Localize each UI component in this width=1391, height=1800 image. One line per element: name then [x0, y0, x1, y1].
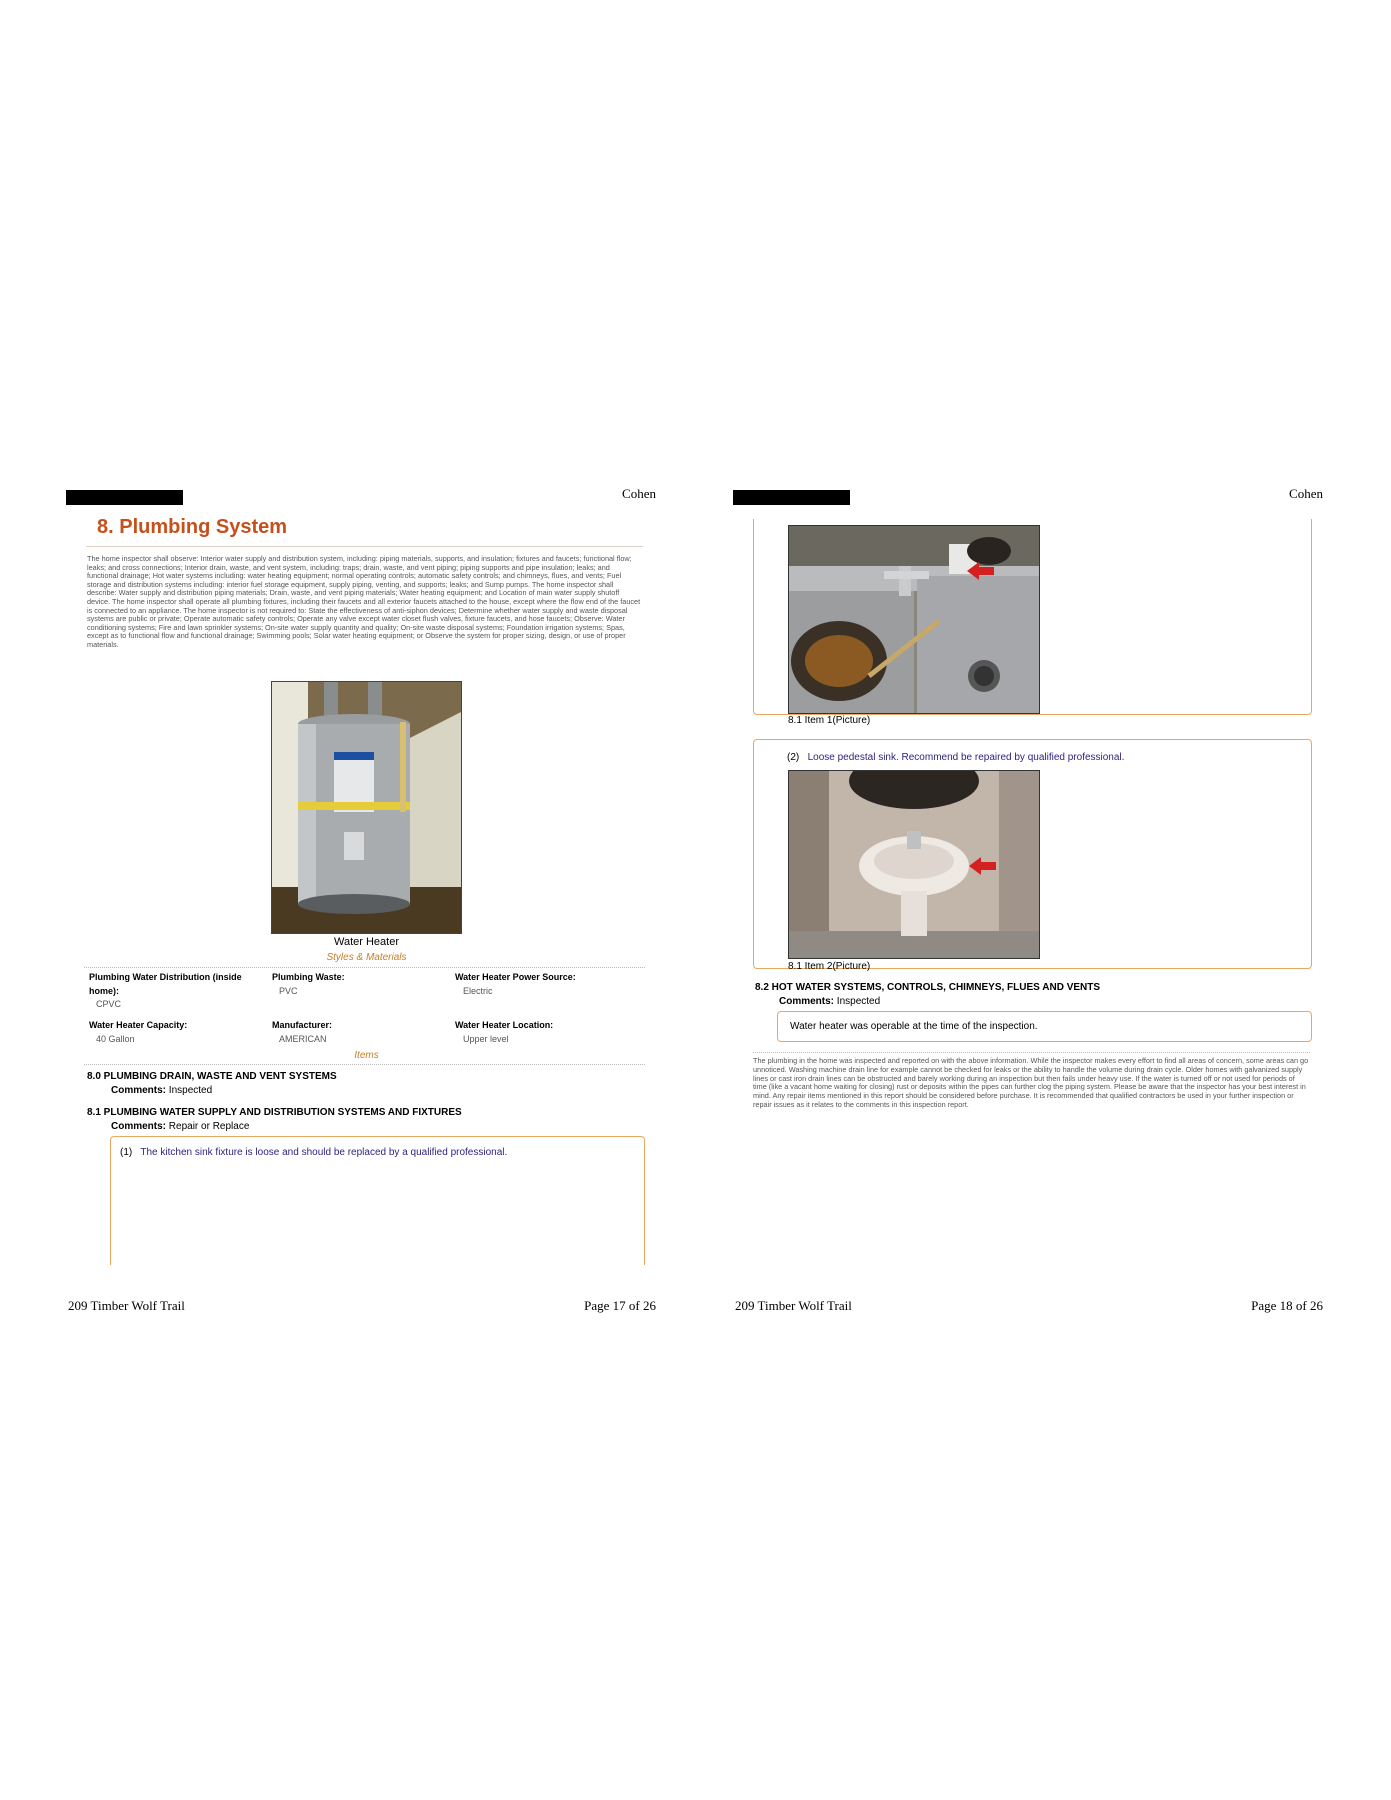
material-value: CPVC: [96, 999, 122, 1009]
material-label: Plumbing Water Distribution (inside home):: [89, 972, 242, 996]
footer-page-number: Page 17 of 26: [584, 1298, 656, 1313]
material-label: Water Heater Location:: [455, 1020, 554, 1030]
defect-note: [787, 752, 1124, 763]
kitchen-sink-illustration: [789, 526, 1039, 713]
items-divider: [84, 1064, 645, 1065]
comment-value: Inspected: [836, 996, 881, 1007]
note-text: Water heater was operable at the time of the inspection.: [790, 1021, 1038, 1032]
closing-divider: [753, 1052, 1310, 1053]
report-page-17: [66, 480, 656, 1325]
section-title: 8. Plumbing System: [97, 516, 288, 538]
comment-label: Comments:: [111, 1085, 167, 1096]
item-comment: [779, 996, 880, 1007]
pedestal-sink-photo: [788, 770, 1040, 959]
water-heater-illustration: [272, 682, 461, 933]
note-number: (1): [120, 1147, 133, 1158]
section-intro-text: The home inspector shall observe: Interior water supply and distribution system, including: piping materials, supports, and insulation; fixtures and faucets; functional flow; leaks; and cross connections; Interior drain, waste, and vent system, including: traps; drain, waste, and vent piping; piping supports and pipe insulation; leaks; and functional drainage; Hot water systems including: water heating equipment; normal operating controls; automatic safety controls; and chimneys, flues, and vents; Fuel storage and distribution systems including: interior fuel storage equipment, supply piping, venting, and supports; leaks; and Sump pumps. The home inspector shall describe: Water supply and distribution piping materials; Drain, waste, and vent piping materials; Water heating equipment; and Location of main water supply shutoff device. The home inspector shall operate all plumbing fixtures, including their faucets and all exterior faucets attached to the house, except where the flow end of the faucet is connected to an appliance. The home inspector is not required to: State the effectiveness of anti-siphon devices; Determine whether water supply and waste disposal systems are public or private; Operate automatic safety controls; Operate any valve except water closet flush valves, fixture faucets, and hose faucets; Observe: Water conditioning systems; Fire and lawn sprinkler systems; On-site water supply quantity and quality; On-site waste disposal systems; Foundation irrigation systems; Spas, except as to functional flow and functional drainage; Swimming pools; Solar water heating equipment; or Observe the system for proper sizing, design, or use of proper materials.: [87, 554, 641, 649]
material-label: Water Heater Power Source:: [455, 972, 576, 982]
styles-materials-heading: Styles & Materials: [326, 952, 407, 963]
closing-disclaimer-text: The plumbing in the home was inspected and reported on with the above information. While the inspector makes every effort to find all areas of concern, some areas can go unnoticed. Washing machine drain line for example cannot be checked for leaks or the ability to handle the volume during drain cycle. Older homes with galvanized supply lines or cast iron drain lines can be obstructed and barely working during an inspection but then fails under heavy use. If the water is turned off or not used for periods of time (like a vacant home waiting for closing) rust or deposits within the pipes can further clog the piping system. Please be aware that the inspector has your best interest in mind. Any repair items mentioned in this report should be considered before purchase. It is recommended that qualified contractors be used in your further inspection or repair issues as it relates to the comments in this inspection report.: [753, 1056, 1309, 1109]
item-heading: 8.2 HOT WATER SYSTEMS, CONTROLS, CHIMNEYS, FLUES AND VENTS: [755, 982, 1101, 993]
photo-caption: Water Heater: [333, 936, 399, 948]
footer-address: 209 Timber Wolf Trail: [735, 1298, 852, 1313]
note-text: The kitchen sink fixture is loose and should be replaced by a qualified professional.: [140, 1147, 508, 1158]
header-client-name: Cohen: [622, 486, 656, 501]
header-client-name: Cohen: [1289, 486, 1323, 501]
item-comment: [111, 1085, 212, 1096]
footer-address: 209 Timber Wolf Trail: [68, 1298, 185, 1313]
footer-page-number: Page 18 of 26: [1251, 1298, 1323, 1313]
water-heater-photo: [271, 681, 462, 934]
report-page-18: [733, 480, 1323, 1325]
pedestal-sink-illustration: [789, 771, 1039, 958]
item-comment: [111, 1121, 249, 1132]
material-value: Upper level: [463, 1034, 509, 1044]
comment-value: Repair or Replace: [168, 1121, 250, 1132]
material-value: AMERICAN: [279, 1034, 327, 1044]
title-divider: [86, 546, 643, 547]
material-label: Plumbing Waste:: [272, 972, 345, 982]
picture-caption: 8.1 Item 2(Picture): [788, 961, 871, 972]
material-value: PVC: [279, 986, 298, 996]
comment-label: Comments:: [111, 1121, 167, 1132]
items-heading: Items: [354, 1050, 379, 1061]
item-heading: 8.0 PLUMBING DRAIN, WASTE AND VENT SYSTEMS: [87, 1071, 337, 1082]
defect-note: [120, 1147, 507, 1158]
material-value: 40 Gallon: [96, 1034, 135, 1044]
kitchen-sink-photo: [788, 525, 1040, 714]
redacted-block: [66, 490, 183, 505]
redacted-block: [733, 490, 850, 505]
item-heading: 8.1 PLUMBING WATER SUPPLY AND DISTRIBUTION SYSTEMS AND FIXTURES: [87, 1107, 462, 1118]
note-number: (2): [787, 752, 800, 763]
material-value: Electric: [463, 986, 493, 996]
comment-value: Inspected: [168, 1085, 213, 1096]
material-label: Water Heater Capacity:: [89, 1020, 188, 1030]
note-text: Loose pedestal sink. Recommend be repaired by qualified professional.: [807, 752, 1125, 763]
material-label: Manufacturer:: [272, 1020, 333, 1030]
picture-caption: 8.1 Item 1(Picture): [788, 715, 871, 726]
styles-divider: [84, 967, 645, 968]
comment-label: Comments:: [779, 996, 835, 1007]
